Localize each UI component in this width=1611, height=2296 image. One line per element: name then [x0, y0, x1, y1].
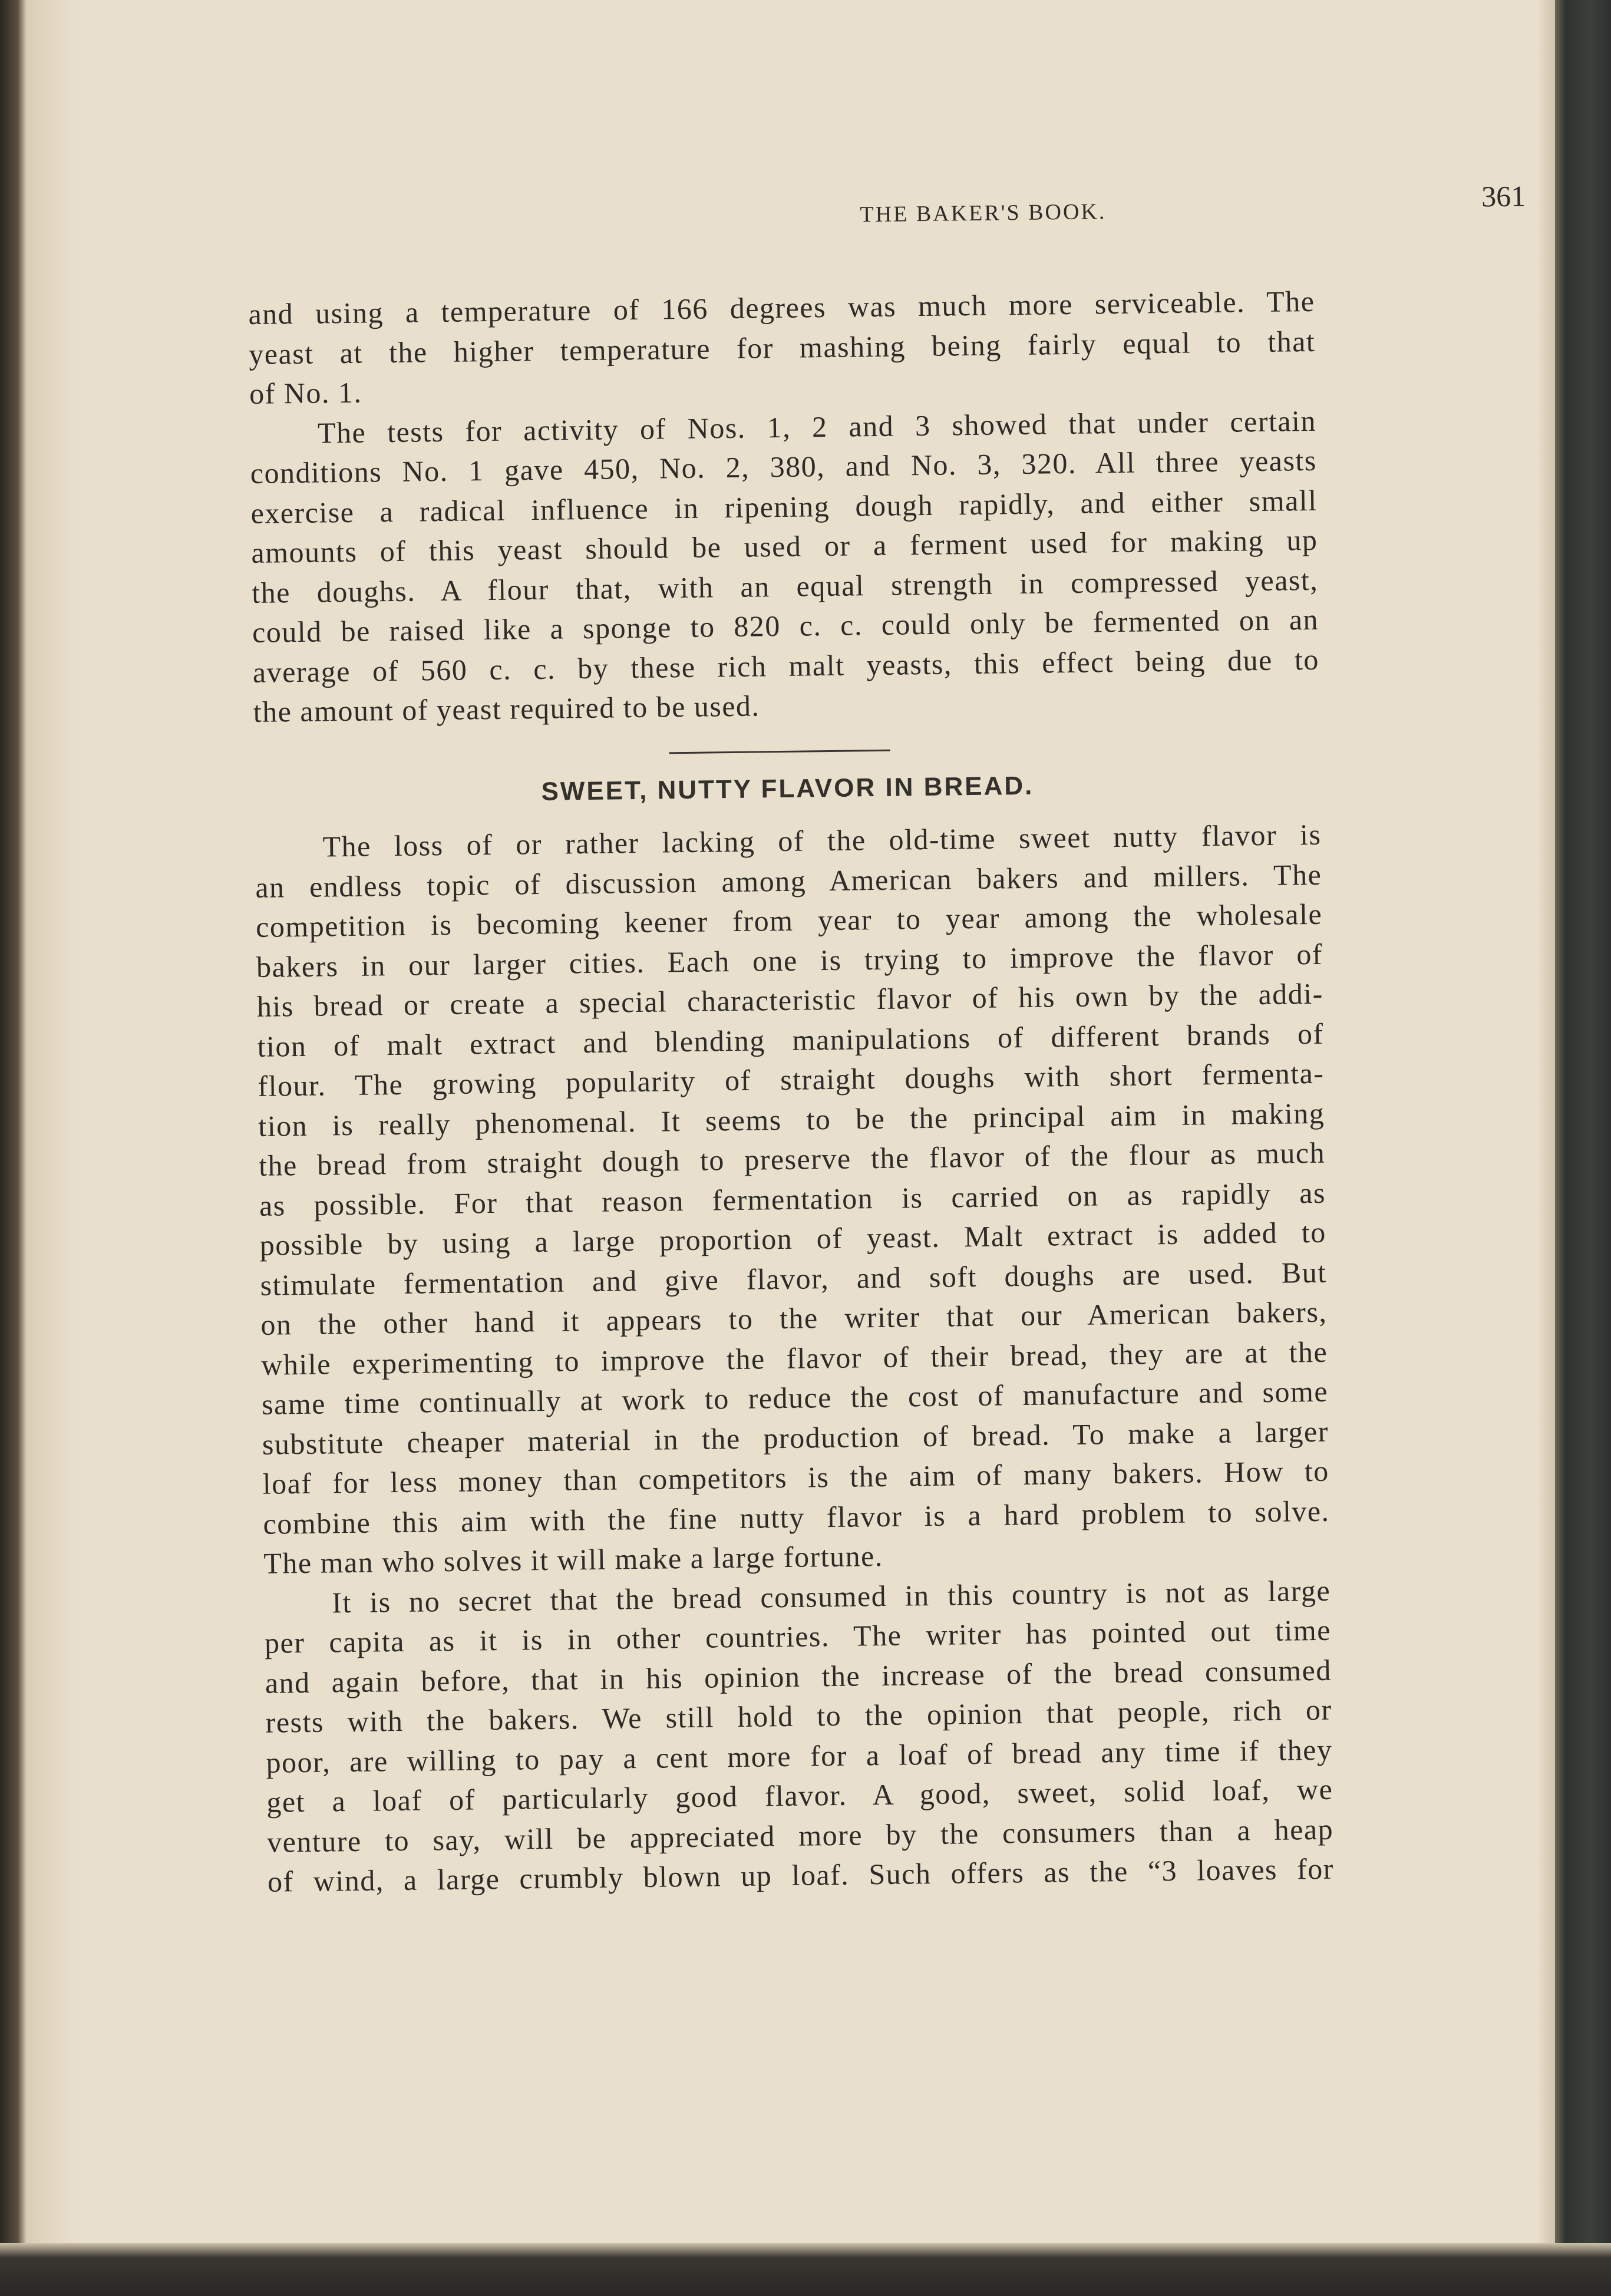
text-line: as possible. For that reason fermentation is carried on as rapidly as: [259, 1176, 1326, 1222]
paragraph: [250, 401, 1320, 732]
text-line: of wind, a large crumbly blown up loaf. Such offers as the “3 loaves for: [267, 1852, 1335, 1898]
text-line: the bread from straight dough to preserve the flavor of the flour as much: [258, 1136, 1326, 1182]
text-line: venture to say, will be appreciated more by the consumers than a heap: [266, 1812, 1334, 1859]
text-line: competition is becoming keener from year to year among the wholesale: [255, 897, 1323, 944]
page-right-edge: [1537, 0, 1555, 2296]
text-line: could be raised like a sponge to 820 c. c. could only be fermented on an: [252, 602, 1319, 649]
text-line: tion is really phenomenal. It seems to be the principal aim in making: [258, 1096, 1325, 1143]
running-title: THE BAKER'S BOOK.: [860, 199, 1107, 227]
text-line: conditions No. 1 gave 450, No. 2, 380, and No. 3, 320. All three yeasts: [250, 443, 1318, 490]
text-line: stimulate fermentation and give flavor, and soft doughs are used. But: [260, 1255, 1327, 1302]
paragraph: [248, 282, 1316, 414]
text-line: and again before, that in his opinion the increase of the bread consumed: [265, 1653, 1332, 1700]
text-line: the amount of yeast required to be used.: [253, 689, 760, 728]
book-cover-edge: [1555, 0, 1611, 2296]
section-heading: SWEET, NUTTY FLAVOR IN BREAD.: [541, 771, 1034, 806]
text-line: amounts of this yeast should be used or a ferment used for making up: [251, 523, 1318, 569]
section-divider: [669, 750, 890, 754]
paragraph: [255, 815, 1331, 1584]
text-line: an endless topic of discussion among American bakers and millers. The: [255, 857, 1322, 904]
book-bottom-edge: [0, 2243, 1611, 2296]
book-left-edge: [0, 0, 53, 2296]
text-line: his bread or create a special characteristic flavor of his own by the addi-: [256, 977, 1324, 1023]
page-number: 361: [1481, 179, 1526, 213]
text-line: yeast at the higher temperature for mashing being fairly equal to that: [248, 324, 1316, 371]
text-line: substitute cheaper material in the production of bread. To make a larger: [262, 1414, 1329, 1461]
text-line: rests with the bakers. We still hold to the opinion that people, rich or: [265, 1693, 1332, 1739]
text-line: and using a temperature of 166 degrees was much more serviceable. The: [248, 284, 1315, 331]
text-line: possible by using a large proportion of yeast. Malt extract is added to: [259, 1215, 1327, 1262]
text-line: while experimenting to improve the flavor of their bread, they are at the: [260, 1335, 1328, 1381]
text-line: bakers in our larger cities. Each one is trying to improve the flavor of: [256, 937, 1323, 984]
text-line: of No. 1.: [249, 375, 362, 410]
text-line: flour. The growing popularity of straight doughs with short fermenta-: [258, 1056, 1325, 1103]
text-line: the doughs. A flour that, with an equal strength in compressed yeast,: [251, 563, 1319, 609]
text-line: get a loaf of particularly good flavor. A good, sweet, solid loaf, we: [266, 1772, 1333, 1819]
text-line: on the other hand it appears to the writer that our American bakers,: [260, 1295, 1328, 1341]
text-line: The loss of or rather lacking of the old-time sweet nutty flavor is: [322, 817, 1322, 863]
text-line: The man who solves it will make a large fortune.: [263, 1539, 884, 1580]
text-line: poor, are willing to pay a cent more for a loaf of bread any time if they: [266, 1733, 1333, 1779]
text-line: per capita as it is in other countries. The writer has pointed out time: [264, 1613, 1332, 1660]
text-line: It is no secret that the bread consumed in this country is not as large: [331, 1573, 1331, 1619]
text-line: tion of malt extract and blending manipulations of different brands of: [257, 1017, 1324, 1063]
text-line: average of 560 c. c. by these rich malt yeasts, this effect being due to: [252, 642, 1320, 689]
text-line: combine this aim with the fine nutty flavor is a hard problem to solve.: [263, 1494, 1330, 1540]
page-gutter: [53, 0, 77, 2296]
text-line: The tests for activity of Nos. 1, 2 and 3 showed that under certain: [317, 404, 1317, 450]
text-line: same time continually at work to reduce the cost of manufacture and some: [261, 1374, 1329, 1421]
text-block-section: [255, 815, 1334, 1902]
paragraph: [264, 1571, 1334, 1902]
text-line: loaf for less money than competitors is the aim of many bakers. How to: [262, 1454, 1329, 1500]
text-block-top: [248, 282, 1320, 733]
text-line: exercise a radical influence in ripening dough rapidly, and either small: [250, 483, 1318, 530]
